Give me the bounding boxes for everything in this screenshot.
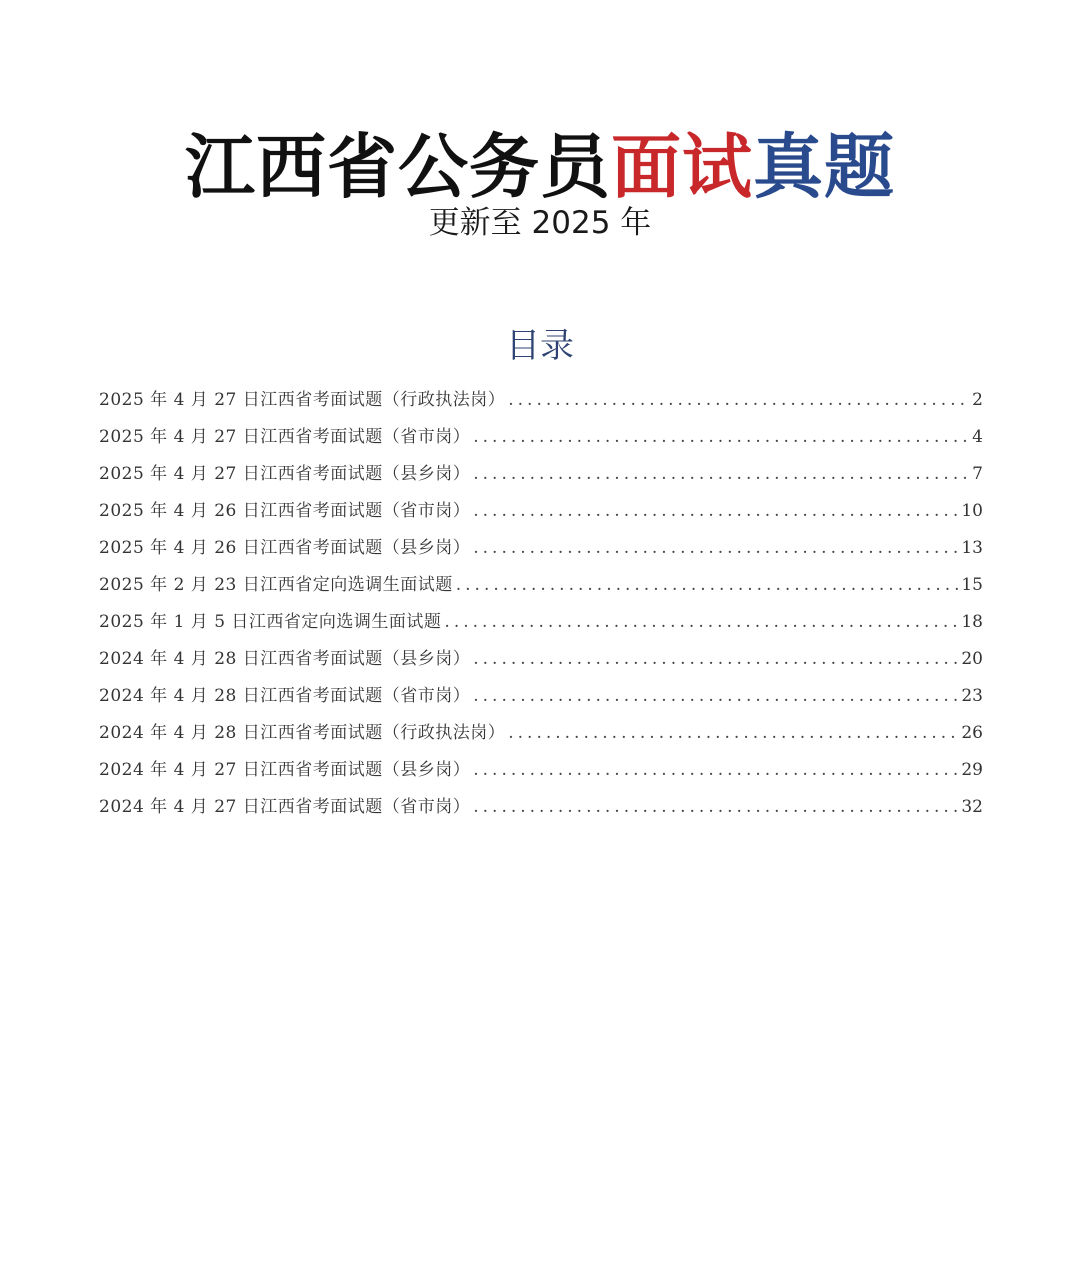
toc-dot-leader — [473, 456, 969, 493]
toc-dot-leader — [473, 752, 958, 789]
toc-entry-page: 4 — [972, 427, 983, 447]
toc-entry-label: 2025 年 4 月 26 日江西省考面试题（省市岗） — [99, 501, 471, 521]
toc-entry-page: 23 — [961, 686, 983, 706]
toc-entry-label: 2025 年 2 月 23 日江西省定向选调生面试题 — [99, 575, 453, 595]
title-part-black: 江西省公务员 — [185, 125, 611, 208]
toc-entry[interactable] — [99, 752, 983, 789]
title-part-blue: 真题 — [753, 125, 895, 208]
toc-entry-label: 2024 年 4 月 27 日江西省考面试题（县乡岗） — [99, 760, 471, 780]
toc-entry-page: 32 — [961, 797, 983, 817]
toc-entry[interactable] — [99, 382, 983, 419]
toc-dot-leader — [473, 419, 969, 456]
toc-entry-page: 29 — [961, 760, 983, 780]
toc-entry-page: 13 — [961, 538, 983, 558]
toc-entry[interactable] — [99, 530, 983, 567]
toc-dot-leader — [456, 567, 959, 604]
toc-dot-leader — [508, 382, 969, 419]
toc-entry-page: 7 — [972, 464, 983, 484]
toc-entry-page: 20 — [961, 649, 983, 669]
toc-dot-leader — [473, 678, 958, 715]
toc-entry[interactable] — [99, 789, 983, 826]
toc-dot-leader — [473, 530, 958, 567]
toc-entry[interactable] — [99, 604, 983, 641]
toc-heading: 目录 — [506, 326, 574, 366]
toc-entry[interactable] — [99, 419, 983, 456]
toc-entry[interactable] — [99, 456, 983, 493]
title-part-red: 面试 — [611, 125, 753, 208]
table-of-contents — [99, 382, 983, 826]
toc-entry[interactable] — [99, 493, 983, 530]
toc-dot-leader — [473, 493, 958, 530]
toc-entry[interactable] — [99, 567, 983, 604]
document-title — [0, 125, 1080, 209]
toc-entry-label: 2025 年 4 月 26 日江西省考面试题（县乡岗） — [99, 538, 471, 558]
toc-entry-label: 2025 年 4 月 27 日江西省考面试题（行政执法岗） — [99, 390, 506, 410]
toc-dot-leader — [508, 715, 958, 752]
toc-entry-page: 26 — [961, 723, 983, 743]
toc-entry-label: 2025 年 4 月 27 日江西省考面试题（县乡岗） — [99, 464, 471, 484]
toc-entry[interactable] — [99, 715, 983, 752]
toc-entry-page: 15 — [961, 575, 983, 595]
toc-entry[interactable] — [99, 678, 983, 715]
toc-entry-page: 18 — [961, 612, 983, 632]
toc-entry-label: 2024 年 4 月 27 日江西省考面试题（省市岗） — [99, 797, 471, 817]
toc-dot-leader — [444, 604, 958, 641]
toc-dot-leader — [473, 641, 958, 678]
toc-entry-label: 2024 年 4 月 28 日江西省考面试题（县乡岗） — [99, 649, 471, 669]
toc-entry-page: 10 — [961, 501, 983, 521]
toc-dot-leader — [473, 789, 958, 826]
toc-entry-label: 2024 年 4 月 28 日江西省考面试题（省市岗） — [99, 686, 471, 706]
toc-entry-label: 2025 年 1 月 5 日江西省定向选调生面试题 — [99, 612, 442, 632]
toc-entry-label: 2024 年 4 月 28 日江西省考面试题（行政执法岗） — [99, 723, 506, 743]
toc-entry-label: 2025 年 4 月 27 日江西省考面试题（省市岗） — [99, 427, 471, 447]
toc-entry-page: 2 — [972, 390, 983, 410]
document-subtitle: 更新至 2025 年 — [428, 205, 652, 241]
toc-entry[interactable] — [99, 641, 983, 678]
